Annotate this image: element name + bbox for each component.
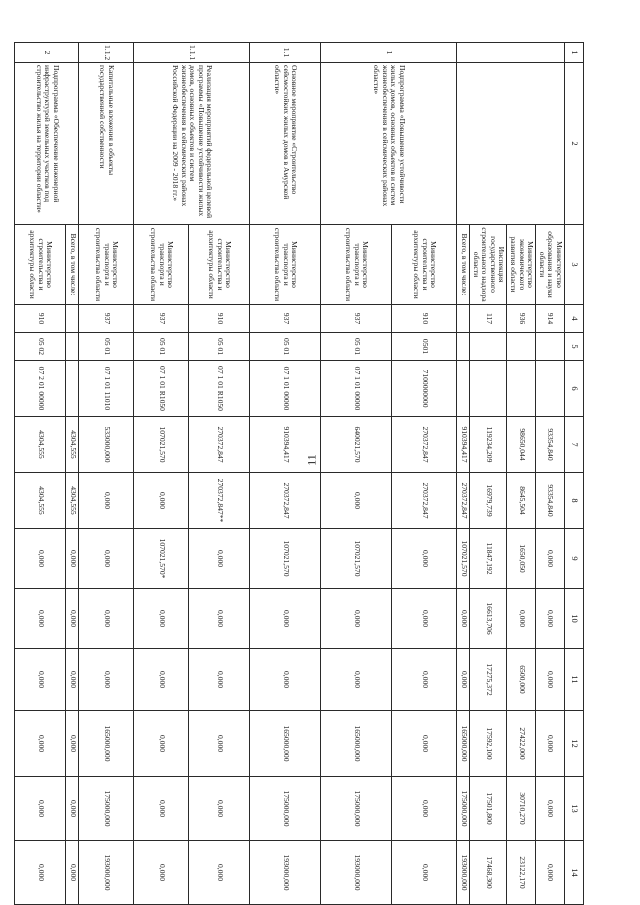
table-row [66, 43, 79, 905]
value-cell: 0,000 [66, 589, 79, 649]
csr-cell: 07 1 01 R1050 [134, 361, 189, 417]
value-cell: 0,000 [134, 777, 189, 841]
row-number-cell: 1.1 [250, 43, 321, 63]
gr-code-cell: 910 [15, 305, 66, 333]
executor-cell: Всего, в том числе: [457, 225, 470, 305]
value-cell: 0,000 [457, 589, 470, 649]
executor-cell: Министерство строительства и архитектуры области [189, 225, 250, 305]
gr-code-cell: 937 [250, 305, 321, 333]
table-row [79, 43, 134, 905]
row-number-cell: 2 [15, 43, 79, 63]
rz-pr-cell: 0501 [392, 333, 457, 361]
rz-pr-cell: 05 02 [15, 333, 66, 361]
value-cell: 0,000 [15, 777, 66, 841]
value-cell: 175000,000 [457, 777, 470, 841]
executor-cell: Инспекция государственного строительного надзора области [470, 225, 507, 305]
value-cell: 0,000 [66, 841, 79, 905]
value-cell: 0,000 [15, 649, 66, 711]
rz-pr-cell: 05 01 [250, 333, 321, 361]
gr-code-cell: 937 [321, 305, 392, 333]
value-cell: 0,000 [66, 777, 79, 841]
value-cell: 0,000 [507, 589, 536, 649]
value-cell: 270372,847 [250, 473, 321, 529]
value-cell: 0,000 [189, 711, 250, 777]
value-cell: 0,000 [134, 841, 189, 905]
value-cell: 0,000 [134, 711, 189, 777]
value-cell: 98650,044 [507, 417, 536, 473]
value-cell: 0,000 [321, 649, 392, 711]
csr-cell [536, 361, 565, 417]
header-cell: 2 [565, 63, 584, 225]
value-cell: 0,000 [457, 649, 470, 711]
csr-cell [470, 361, 507, 417]
value-cell: 4304,555 [66, 473, 79, 529]
description-cell: Основное мероприятие «Строительство сейсмостойких жилых домов в Амурской области» [250, 63, 321, 225]
table-row [189, 43, 250, 905]
page-number: 11 [304, 454, 319, 466]
gr-code-cell [66, 305, 79, 333]
value-cell: 0,000 [250, 589, 321, 649]
value-cell: 165000,000 [79, 711, 134, 777]
description-cell: Капитальные вложения в объекты государственной собственности [79, 63, 134, 225]
value-cell: 0,000 [536, 841, 565, 905]
value-cell: 0,000 [15, 711, 66, 777]
value-cell: 0,000 [392, 649, 457, 711]
csr-cell [507, 361, 536, 417]
description-cell: Реализация мероприятий федеральной целевой программы «Повышение устойчивости жилых домов, основных объектов и систем жизнеобеспечения в сейсмических районах Российской Федерации на 2009 - 2018 гг.» [134, 63, 250, 225]
value-cell: 0,000 [66, 649, 79, 711]
csr-cell: 7100000000 [392, 361, 457, 417]
value-cell: 0,000 [79, 529, 134, 589]
value-cell: 4304,555 [15, 473, 66, 529]
value-cell: 270372,847 [457, 473, 470, 529]
gr-code-cell: 910 [189, 305, 250, 333]
header-row [565, 43, 584, 905]
description-cell: Подпрограмма «Обеспечение инженерной инфраструктурой земельных участков под строительство жилья на территории области» [15, 63, 79, 225]
gr-code-cell: 910 [392, 305, 457, 333]
value-cell: 0,000 [392, 841, 457, 905]
csr-cell: 07 1 01 R1050 [189, 361, 250, 417]
value-cell: 0,000 [15, 589, 66, 649]
value-cell: 0,000 [189, 589, 250, 649]
value-cell: 11847,192 [470, 529, 507, 589]
value-cell: 0,000 [15, 841, 66, 905]
value-cell: 93354,840 [536, 473, 565, 529]
value-cell: 193000,000 [250, 841, 321, 905]
value-cell: 8645,504 [507, 473, 536, 529]
header-cell: 8 [565, 473, 584, 529]
value-cell: 16613,706 [470, 589, 507, 649]
value-cell: 107021,570 [321, 529, 392, 589]
value-cell: 193000,000 [321, 841, 392, 905]
header-cell: 3 [565, 225, 584, 305]
table-row [392, 43, 457, 905]
executor-cell: Министерство транспорта и строительства области [250, 225, 321, 305]
value-cell: 0,000 [536, 649, 565, 711]
value-cell: 107021,570* [134, 529, 189, 589]
rz-pr-cell [457, 333, 470, 361]
row-number-cell: 1.1.2 [79, 43, 134, 63]
executor-cell: Министерство транспорта и строительства области [321, 225, 392, 305]
header-cell: 4 [565, 305, 584, 333]
header-cell: 7 [565, 417, 584, 473]
value-cell: 0,000 [79, 649, 134, 711]
value-cell: 23122,170 [507, 841, 536, 905]
rz-pr-cell [470, 333, 507, 361]
gr-code-cell: 937 [134, 305, 189, 333]
csr-cell: 07 2 01 00000 [15, 361, 66, 417]
value-cell: 175000,000 [79, 777, 134, 841]
value-cell: 0,000 [79, 473, 134, 529]
value-cell: 6500,000 [507, 649, 536, 711]
executor-cell: Министерство строительства и архитектуры области [15, 225, 66, 305]
rz-pr-cell: 05 01 [79, 333, 134, 361]
table-row [536, 43, 565, 905]
gr-code-cell: 937 [79, 305, 134, 333]
budget-table [15, 42, 585, 905]
header-cell: 1 [565, 43, 584, 63]
gr-code-cell [457, 305, 470, 333]
value-cell: 0,000 [536, 589, 565, 649]
executor-cell: Министерство образования и науки области [536, 225, 565, 305]
cell-blank [457, 63, 565, 225]
header-cell: 10 [565, 589, 584, 649]
value-cell: 640021,570 [321, 417, 392, 473]
header-cell: 12 [565, 711, 584, 777]
value-cell: 175000,000 [321, 777, 392, 841]
value-cell: 93354,840 [536, 417, 565, 473]
value-cell: 165000,000 [457, 711, 470, 777]
rz-pr-cell: 05 01 [189, 333, 250, 361]
value-cell: 0,000 [392, 711, 457, 777]
gr-code-cell: 117 [470, 305, 507, 333]
value-cell: 0,000 [66, 711, 79, 777]
value-cell: 1650,050 [507, 529, 536, 589]
csr-cell: 07 1 01 11010 [79, 361, 134, 417]
value-cell: 270372,847 [392, 417, 457, 473]
value-cell: 4304,555 [15, 417, 66, 473]
value-cell: 107021,570 [250, 529, 321, 589]
header-cell: 11 [565, 649, 584, 711]
value-cell: 16979,739 [470, 473, 507, 529]
rz-pr-cell [536, 333, 565, 361]
value-cell: 0,000 [15, 529, 66, 589]
value-cell: 270372,847 [392, 473, 457, 529]
table-row [250, 43, 321, 905]
value-cell: 0,000 [79, 589, 134, 649]
value-cell: 0,000 [392, 777, 457, 841]
executor-cell: Министерство экономического развития области [507, 225, 536, 305]
value-cell: 270372,847 [189, 417, 250, 473]
executor-cell: Министерство транспорта и строительства области [134, 225, 189, 305]
value-cell: 0,000 [392, 529, 457, 589]
value-cell: 4304,555 [66, 417, 79, 473]
value-cell: 0,000 [189, 841, 250, 905]
value-cell: 0,000 [321, 473, 392, 529]
value-cell: 0,000 [189, 529, 250, 589]
csr-cell [457, 361, 470, 417]
value-cell: 175000,000 [250, 777, 321, 841]
value-cell: 0,000 [189, 777, 250, 841]
value-cell: 910394,417 [457, 417, 470, 473]
gr-code-cell: 914 [536, 305, 565, 333]
csr-cell: 07 1 01 00000 [321, 361, 392, 417]
header-cell: 9 [565, 529, 584, 589]
value-cell: 107021,570 [457, 529, 470, 589]
value-cell: 30710,270 [507, 777, 536, 841]
row-number-cell: 1.1.1 [134, 43, 250, 63]
rz-pr-cell [66, 333, 79, 361]
executor-cell: Всего, в том числе: [66, 225, 79, 305]
value-cell: 119234,209 [470, 417, 507, 473]
value-cell: 0,000 [392, 589, 457, 649]
value-cell: 0,000 [134, 649, 189, 711]
cell-blank [457, 43, 565, 63]
value-cell: 0,000 [134, 589, 189, 649]
header-cell: 5 [565, 333, 584, 361]
header-cell: 6 [565, 361, 584, 417]
value-cell: 270372,847** [189, 473, 250, 529]
value-cell: 533000,000 [79, 417, 134, 473]
row-number-cell: 1 [321, 43, 457, 63]
rz-pr-cell [507, 333, 536, 361]
value-cell: 17275,372 [470, 649, 507, 711]
value-cell: 17468,300 [470, 841, 507, 905]
value-cell: 0,000 [134, 473, 189, 529]
value-cell: 17592,100 [470, 711, 507, 777]
header-cell: 13 [565, 777, 584, 841]
csr-cell [66, 361, 79, 417]
value-cell: 0,000 [536, 711, 565, 777]
rotated-table-wrapper [24, 42, 584, 904]
value-cell: 0,000 [189, 649, 250, 711]
gr-code-cell: 936 [507, 305, 536, 333]
value-cell: 193000,000 [457, 841, 470, 905]
value-cell: 165000,000 [250, 711, 321, 777]
value-cell: 0,000 [536, 777, 565, 841]
header-cell: 14 [565, 841, 584, 905]
rz-pr-cell: 05 01 [321, 333, 392, 361]
value-cell: 0,000 [536, 529, 565, 589]
value-cell: 107021,570 [134, 417, 189, 473]
executor-cell: Министерство транспорта и строительства области [79, 225, 134, 305]
csr-cell: 07 1 01 00000 [250, 361, 321, 417]
value-cell: 0,000 [250, 649, 321, 711]
value-cell: 0,000 [66, 529, 79, 589]
value-cell: 910394,417 [250, 417, 321, 473]
value-cell: 193000,000 [79, 841, 134, 905]
value-cell: 0,000 [321, 589, 392, 649]
description-cell: Подпрограмма «Повышение устойчивости жилых домов, основных объектов и систем жизнеобеспечения в сейсмических районах области» [321, 63, 457, 225]
rz-pr-cell: 05 01 [134, 333, 189, 361]
value-cell: 17501,800 [470, 777, 507, 841]
value-cell: 27422,000 [507, 711, 536, 777]
value-cell: 165000,000 [321, 711, 392, 777]
executor-cell: Министерство строительства и архитектуры области [392, 225, 457, 305]
